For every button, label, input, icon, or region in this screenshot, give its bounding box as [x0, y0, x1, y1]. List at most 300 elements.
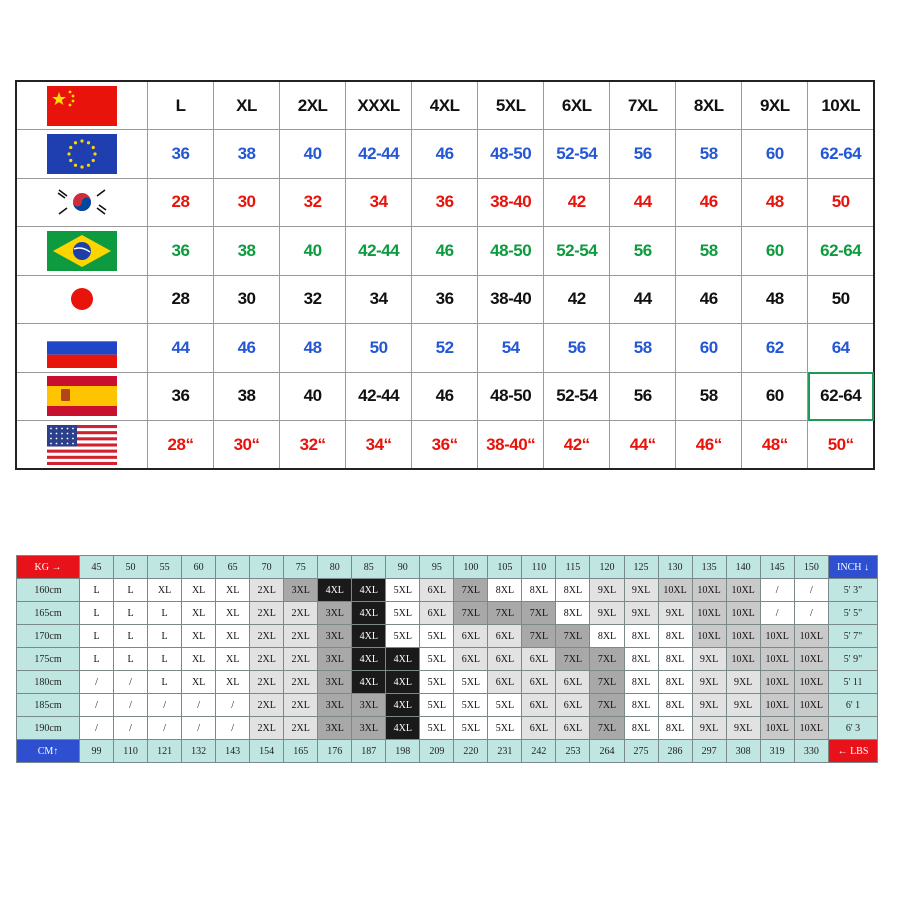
- size-cell: 6XL: [522, 717, 556, 740]
- height-inch: 5' 11: [829, 671, 878, 694]
- height-row: [17, 717, 878, 740]
- size-cell: /: [148, 717, 182, 740]
- size-value: 44“: [610, 421, 676, 470]
- size-value: 38-40“: [478, 421, 544, 470]
- size-value: 30: [214, 178, 280, 227]
- kg-value: 65: [216, 556, 250, 579]
- size-value: 30: [214, 275, 280, 324]
- brazil-flag: [16, 227, 148, 276]
- size-cell: 9XL: [692, 648, 726, 671]
- size-cell: 2XL: [250, 648, 284, 671]
- lbs-value: 198: [386, 740, 420, 763]
- size-value: 48-50: [478, 130, 544, 179]
- size-cell: 3XL: [318, 602, 352, 625]
- size-value: 32: [280, 178, 346, 227]
- size-cell: XL: [182, 671, 216, 694]
- kg-value: 120: [590, 556, 624, 579]
- size-cell: /: [80, 671, 114, 694]
- size-cell: L: [148, 602, 182, 625]
- size-value: 50“: [808, 421, 874, 470]
- size-cell: 7XL: [556, 648, 590, 671]
- size-value: 56: [544, 324, 610, 373]
- kg-value: 140: [726, 556, 760, 579]
- height-row: [17, 694, 878, 717]
- size-cell: 6XL: [522, 648, 556, 671]
- size-cell: 5XL: [420, 648, 454, 671]
- size-cell: 6XL: [522, 694, 556, 717]
- size-cell: 3XL: [318, 671, 352, 694]
- size-cell: 4XL: [352, 671, 386, 694]
- size-cell: 8XL: [658, 717, 692, 740]
- size-value: 28: [148, 178, 214, 227]
- kg-value: 45: [80, 556, 114, 579]
- size-header: 10XL: [808, 81, 874, 130]
- size-cell: 10XL: [726, 625, 760, 648]
- lbs-value: 253: [556, 740, 590, 763]
- size-value: 44: [610, 178, 676, 227]
- size-cell: 5XL: [454, 694, 488, 717]
- size-cell: 10XL: [692, 602, 726, 625]
- height-inch: 5' 9": [829, 648, 878, 671]
- korea-flag: [16, 178, 148, 227]
- size-cell: L: [80, 579, 114, 602]
- russia-flag: [16, 324, 148, 373]
- height-inch: 5' 7": [829, 625, 878, 648]
- size-value: 52-54: [544, 227, 610, 276]
- kg-value: 95: [420, 556, 454, 579]
- japan-flag: [16, 275, 148, 324]
- size-cell: 9XL: [726, 694, 760, 717]
- height-inch: 6' 3: [829, 717, 878, 740]
- size-cell: 7XL: [522, 602, 556, 625]
- height-row: [17, 625, 878, 648]
- kg-value: 115: [556, 556, 590, 579]
- size-cell: 4XL: [386, 717, 420, 740]
- size-value: 28“: [148, 421, 214, 470]
- lbs-value: 143: [216, 740, 250, 763]
- size-cell: XL: [182, 625, 216, 648]
- size-value: 38: [214, 130, 280, 179]
- lbs-value: 308: [726, 740, 760, 763]
- size-cell: /: [216, 717, 250, 740]
- lbs-value: 110: [114, 740, 148, 763]
- cm-label: CM↑: [17, 740, 80, 763]
- size-cell: 5XL: [420, 717, 454, 740]
- size-header: 4XL: [412, 81, 478, 130]
- size-value: 34: [346, 178, 412, 227]
- size-value: 44: [148, 324, 214, 373]
- size-value: 48: [742, 275, 808, 324]
- height-row: [17, 648, 878, 671]
- size-value: 60: [742, 130, 808, 179]
- size-cell: XL: [216, 648, 250, 671]
- size-value: 42-44: [346, 227, 412, 276]
- size-cell: 9XL: [590, 602, 624, 625]
- size-cell: 2XL: [284, 671, 318, 694]
- kg-value: 55: [148, 556, 182, 579]
- size-cell: L: [114, 602, 148, 625]
- lbs-label: ← LBS: [829, 740, 878, 763]
- size-cell: 7XL: [454, 602, 488, 625]
- size-header: XL: [214, 81, 280, 130]
- size-cell: 5XL: [454, 671, 488, 694]
- size-cell: /: [114, 717, 148, 740]
- lbs-value: 242: [522, 740, 556, 763]
- size-cell: 10XL: [726, 602, 760, 625]
- kg-value: 150: [794, 556, 828, 579]
- lbs-value: 176: [318, 740, 352, 763]
- height-cm: 165cm: [17, 602, 80, 625]
- lbs-row: [17, 740, 878, 763]
- size-cell: 10XL: [692, 625, 726, 648]
- size-cell: 3XL: [284, 579, 318, 602]
- size-value: 62-64: [808, 227, 874, 276]
- size-cell: 10XL: [726, 579, 760, 602]
- inch-label: INCH ↓: [829, 556, 878, 579]
- size-cell: /: [80, 694, 114, 717]
- size-cell: 4XL: [352, 625, 386, 648]
- size-value: 60: [742, 227, 808, 276]
- size-cell: /: [760, 602, 794, 625]
- size-cell: 5XL: [386, 602, 420, 625]
- size-value: 46: [676, 275, 742, 324]
- size-cell: 7XL: [590, 694, 624, 717]
- size-value: 36: [148, 372, 214, 421]
- size-cell: 8XL: [624, 694, 658, 717]
- country-row: [16, 421, 874, 470]
- size-value: 34“: [346, 421, 412, 470]
- lbs-value: 330: [794, 740, 828, 763]
- size-cell: 8XL: [624, 625, 658, 648]
- size-value: 42: [544, 275, 610, 324]
- size-value: 36: [412, 275, 478, 324]
- size-cell: 10XL: [760, 648, 794, 671]
- header-row: [16, 81, 874, 130]
- size-value: 28: [148, 275, 214, 324]
- size-value: 38-40: [478, 178, 544, 227]
- size-cell: XL: [148, 579, 182, 602]
- kg-value: 90: [386, 556, 420, 579]
- size-cell: 5XL: [420, 671, 454, 694]
- size-value: 30“: [214, 421, 280, 470]
- size-value: 36: [148, 227, 214, 276]
- size-value: 36: [148, 130, 214, 179]
- size-value: 42-44: [346, 130, 412, 179]
- lbs-value: 187: [352, 740, 386, 763]
- size-cell: 10XL: [760, 694, 794, 717]
- kg-label: KG →: [17, 556, 80, 579]
- size-cell: 10XL: [760, 671, 794, 694]
- kg-value: 145: [760, 556, 794, 579]
- size-cell: /: [760, 579, 794, 602]
- size-value: 52-54: [544, 372, 610, 421]
- kg-value: 105: [488, 556, 522, 579]
- size-header: XXXL: [346, 81, 412, 130]
- kg-value: 100: [454, 556, 488, 579]
- size-cell: L: [114, 625, 148, 648]
- size-cell: 10XL: [794, 694, 828, 717]
- height-row: [17, 602, 878, 625]
- size-cell: 7XL: [590, 671, 624, 694]
- size-cell: 2XL: [284, 694, 318, 717]
- size-cell: 9XL: [692, 671, 726, 694]
- height-inch: 5' 3": [829, 579, 878, 602]
- lbs-value: 121: [148, 740, 182, 763]
- size-value: 56: [610, 227, 676, 276]
- size-cell: /: [182, 694, 216, 717]
- size-cell: /: [794, 579, 828, 602]
- size-cell: 9XL: [692, 717, 726, 740]
- size-value: 48“: [742, 421, 808, 470]
- size-cell: 8XL: [624, 717, 658, 740]
- size-cell: 9XL: [658, 602, 692, 625]
- kg-value: 60: [182, 556, 216, 579]
- height-cm: 160cm: [17, 579, 80, 602]
- size-cell: 4XL: [386, 648, 420, 671]
- size-value: 48: [280, 324, 346, 373]
- size-cell: 7XL: [454, 579, 488, 602]
- country-row: [16, 275, 874, 324]
- size-value: 38-40: [478, 275, 544, 324]
- size-cell: XL: [182, 648, 216, 671]
- size-cell: 3XL: [352, 717, 386, 740]
- size-cell: 5XL: [386, 625, 420, 648]
- lbs-value: 209: [420, 740, 454, 763]
- size-cell: XL: [216, 671, 250, 694]
- lbs-value: 231: [488, 740, 522, 763]
- height-cm: 190cm: [17, 717, 80, 740]
- size-value: 46: [412, 227, 478, 276]
- size-cell: 9XL: [726, 671, 760, 694]
- size-cell: 9XL: [624, 602, 658, 625]
- size-cell: 2XL: [284, 648, 318, 671]
- size-cell: 6XL: [420, 602, 454, 625]
- size-header: 8XL: [676, 81, 742, 130]
- size-cell: L: [114, 579, 148, 602]
- lbs-value: 297: [692, 740, 726, 763]
- size-cell: 4XL: [386, 694, 420, 717]
- size-header: 6XL: [544, 81, 610, 130]
- size-cell: 6XL: [522, 671, 556, 694]
- kg-value: 125: [624, 556, 658, 579]
- size-cell: 6XL: [488, 671, 522, 694]
- size-value: 42: [544, 178, 610, 227]
- size-cell: 2XL: [250, 717, 284, 740]
- size-value: 56: [610, 130, 676, 179]
- size-cell: 9XL: [624, 579, 658, 602]
- size-value: 34: [346, 275, 412, 324]
- size-cell: 10XL: [794, 648, 828, 671]
- size-cell: 2XL: [250, 625, 284, 648]
- size-cell: L: [80, 602, 114, 625]
- size-value: 38: [214, 372, 280, 421]
- size-cell: 3XL: [318, 625, 352, 648]
- size-value: 32: [280, 275, 346, 324]
- country-row: [16, 130, 874, 179]
- size-value: 40: [280, 227, 346, 276]
- usa-flag: [16, 421, 148, 470]
- size-cell: L: [148, 625, 182, 648]
- kg-row: [17, 556, 878, 579]
- size-cell: /: [182, 717, 216, 740]
- lbs-value: 165: [284, 740, 318, 763]
- kg-value: 110: [522, 556, 556, 579]
- size-cell: XL: [216, 579, 250, 602]
- size-cell: XL: [182, 602, 216, 625]
- height-inch: 5' 5": [829, 602, 878, 625]
- size-cell: 2XL: [250, 694, 284, 717]
- size-cell: /: [114, 671, 148, 694]
- lbs-value: 275: [624, 740, 658, 763]
- size-header: 9XL: [742, 81, 808, 130]
- size-value: 54: [478, 324, 544, 373]
- size-cell: 8XL: [488, 579, 522, 602]
- size-cell: L: [148, 671, 182, 694]
- size-cell: 6XL: [420, 579, 454, 602]
- size-cell: 2XL: [284, 717, 318, 740]
- size-cell: 7XL: [488, 602, 522, 625]
- size-cell: 3XL: [318, 694, 352, 717]
- size-cell: 6XL: [454, 648, 488, 671]
- size-cell: 8XL: [556, 579, 590, 602]
- size-cell: 4XL: [318, 579, 352, 602]
- size-cell: 2XL: [250, 671, 284, 694]
- size-header: 2XL: [280, 81, 346, 130]
- size-cell: 5XL: [454, 717, 488, 740]
- size-cell: 4XL: [352, 602, 386, 625]
- size-cell: 10XL: [760, 717, 794, 740]
- size-value: 58: [676, 372, 742, 421]
- size-cell: 8XL: [658, 694, 692, 717]
- size-value: 46: [412, 130, 478, 179]
- size-cell: 10XL: [692, 579, 726, 602]
- size-cell: 10XL: [726, 648, 760, 671]
- size-value: 42-44: [346, 372, 412, 421]
- size-cell: 4XL: [352, 579, 386, 602]
- size-cell: 4XL: [386, 671, 420, 694]
- size-value: 58: [610, 324, 676, 373]
- size-cell: 5XL: [386, 579, 420, 602]
- size-value: 36: [412, 178, 478, 227]
- size-cell: 10XL: [794, 717, 828, 740]
- size-cell: 8XL: [624, 648, 658, 671]
- size-cell: 8XL: [590, 625, 624, 648]
- size-cell: 3XL: [318, 648, 352, 671]
- size-cell: 3XL: [352, 694, 386, 717]
- size-value: 50: [808, 178, 874, 227]
- kg-value: 85: [352, 556, 386, 579]
- size-cell: XL: [216, 602, 250, 625]
- size-cell: 7XL: [556, 625, 590, 648]
- height-row: [17, 671, 878, 694]
- size-value: 58: [676, 130, 742, 179]
- size-value: 52-54: [544, 130, 610, 179]
- size-value: 42“: [544, 421, 610, 470]
- size-cell: L: [148, 648, 182, 671]
- size-cell: 9XL: [726, 717, 760, 740]
- size-cell: 8XL: [658, 648, 692, 671]
- size-cell: 6XL: [556, 694, 590, 717]
- eu-flag: [16, 130, 148, 179]
- size-cell: 6XL: [488, 625, 522, 648]
- size-header: L: [148, 81, 214, 130]
- size-value: 46“: [676, 421, 742, 470]
- size-cell: 6XL: [556, 717, 590, 740]
- weight-height-size-chart: [16, 555, 878, 763]
- height-cm: 175cm: [17, 648, 80, 671]
- size-cell: 8XL: [624, 671, 658, 694]
- size-cell: XL: [216, 625, 250, 648]
- size-value: 62: [742, 324, 808, 373]
- size-value: 62-64: [808, 130, 874, 179]
- size-cell: 8XL: [658, 671, 692, 694]
- size-header: 7XL: [610, 81, 676, 130]
- size-cell: L: [80, 648, 114, 671]
- size-cell: L: [114, 648, 148, 671]
- size-cell: 10XL: [794, 625, 828, 648]
- kg-value: 135: [692, 556, 726, 579]
- height-row: [17, 579, 878, 602]
- size-value: 48-50: [478, 372, 544, 421]
- size-cell: 8XL: [556, 602, 590, 625]
- size-cell: 10XL: [794, 671, 828, 694]
- size-cell: 5XL: [420, 625, 454, 648]
- kg-value: 130: [658, 556, 692, 579]
- size-cell: /: [794, 602, 828, 625]
- size-cell: 6XL: [488, 648, 522, 671]
- size-value: 44: [610, 275, 676, 324]
- size-cell: 7XL: [590, 717, 624, 740]
- kg-value: 80: [318, 556, 352, 579]
- size-cell: 5XL: [420, 694, 454, 717]
- size-cell: 2XL: [284, 602, 318, 625]
- kg-value: 75: [284, 556, 318, 579]
- height-cm: 180cm: [17, 671, 80, 694]
- size-cell: XL: [182, 579, 216, 602]
- size-value: 40: [280, 130, 346, 179]
- height-inch: 6' 1: [829, 694, 878, 717]
- lbs-value: 264: [590, 740, 624, 763]
- size-cell: 6XL: [454, 625, 488, 648]
- size-value: 38: [214, 227, 280, 276]
- size-cell: 6XL: [556, 671, 590, 694]
- size-value: 48: [742, 178, 808, 227]
- country-row: [16, 178, 874, 227]
- size-cell: /: [216, 694, 250, 717]
- size-value: 46: [676, 178, 742, 227]
- size-value: 32“: [280, 421, 346, 470]
- size-cell: 5XL: [488, 694, 522, 717]
- size-value: 62-64: [808, 372, 874, 421]
- size-cell: 7XL: [522, 625, 556, 648]
- country-row: [16, 227, 874, 276]
- size-value: 56: [610, 372, 676, 421]
- kg-value: 50: [114, 556, 148, 579]
- size-value: 48-50: [478, 227, 544, 276]
- size-value: 36“: [412, 421, 478, 470]
- lbs-value: 132: [182, 740, 216, 763]
- spain-flag: [16, 372, 148, 421]
- china-flag: [16, 81, 148, 130]
- size-cell: 10XL: [658, 579, 692, 602]
- lbs-value: 220: [454, 740, 488, 763]
- country-row: [16, 372, 874, 421]
- size-header: 5XL: [478, 81, 544, 130]
- size-value: 50: [808, 275, 874, 324]
- size-cell: 9XL: [590, 579, 624, 602]
- lbs-value: 154: [250, 740, 284, 763]
- size-value: 46: [412, 372, 478, 421]
